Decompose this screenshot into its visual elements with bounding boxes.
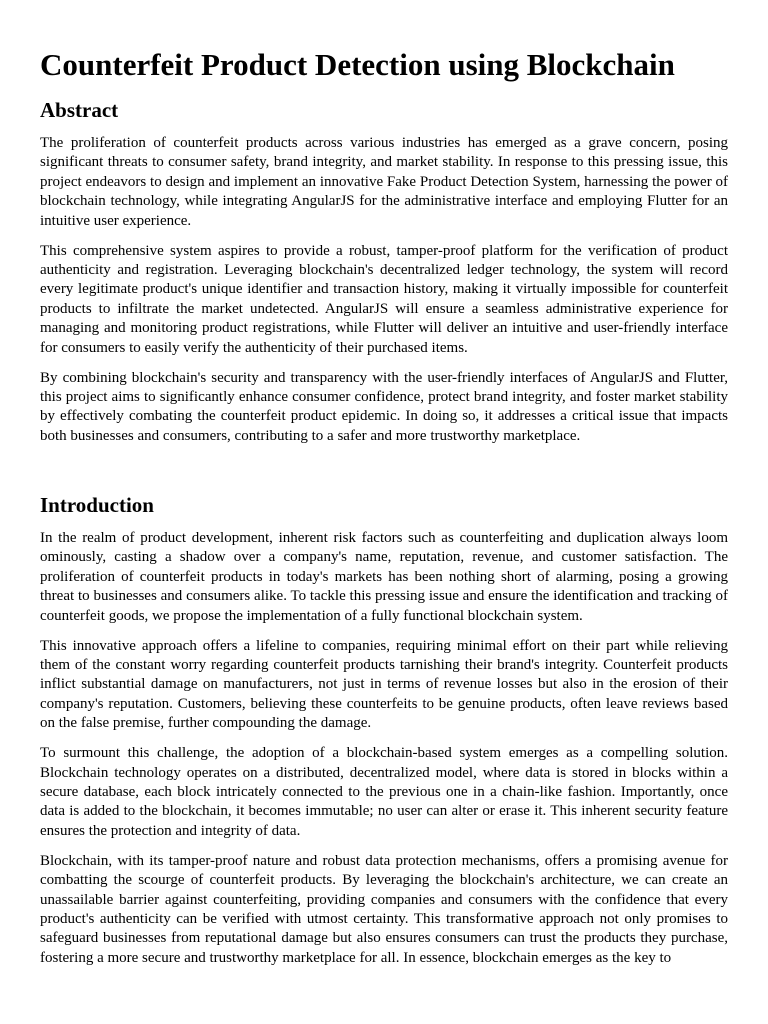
abstract-paragraph-3: By combining blockchain's security and transparency with the user-friendly interfaces of AngularJS and Flutter, this project aims to significantly enhance consumer confidence, protect brand integrity, and foster market stability by effectively combating the counterfeit product epidemic. In doing so, it addresses a critical issue that impacts both businesses and consumers, contributing to a safer and more trustworthy marketplace. [40, 369, 728, 444]
abstract-heading: Abstract [40, 98, 119, 122]
abstract-paragraph-1: The proliferation of counterfeit products across various industries has emerged as a grave concern, posing significant threats to consumer safety, brand integrity, and market stability. In response to this pressing issue, this project endeavors to design and implement an innovative Fake Product Detection System, harnessing the power of blockchain technology, while integrating AngularJS for the administrative interface and employing Flutter for an intuitive user experience. [40, 135, 728, 229]
abstract-section [40, 96, 728, 446]
section-spacer [40, 457, 728, 491]
introduction-heading: Introduction [40, 492, 154, 517]
introduction-section [40, 491, 728, 968]
abstract-paragraph-2: This comprehensive system aspires to provide a robust, tamper-proof platform for the verification of product authenticity and registration. Leveraging blockchain's decentralized ledger technology, the system will record every legitimate product's unique identifier and transaction history, making it virtually impossible for counterfeit products to infiltrate the market undetected. AngularJS will ensure a seamless administrative experience for managing and monitoring product registrations, while Flutter will deliver an intuitive and user-friendly interface for consumers to easily verify the authenticity of their purchased items. [40, 242, 728, 356]
document-title: Counterfeit Product Detection using Blockchain [40, 47, 675, 82]
introduction-paragraph-4: Blockchain, with its tamper-proof nature and robust data protection mechanisms, offers a promising avenue for combatting the scourge of counterfeit products. By leveraging the blockchain's architecture, we can create an unassailable barrier against counterfeiting, providing companies and consumers with the confidence that every product's authenticity can be verified with utmost certainty. This transformative approach not only promises to safeguard businesses from reputational damage but also ensures consumers can trust the products they purchase, fostering a more secure and trustworthy marketplace for all. In essence, blockchain emerges as the key to [40, 852, 728, 966]
introduction-paragraph-1: In the realm of product development, inherent risk factors such as counterfeiting and duplication always loom ominously, casting a shadow over a company's name, reputation, revenue, and customer satisfaction. The proliferation of counterfeit products in today's markets has been nothing short of alarming, posing a growing threat to businesses and consumers alike. To tackle this pressing issue and ensure the identification and tracking of counterfeit goods, we propose the implementation of a fully functional blockchain system. [40, 529, 728, 624]
introduction-paragraph-2: This innovative approach offers a lifeline to companies, requiring minimal effort on their part while relieving them of the constant worry regarding counterfeit products tarnishing their brand's integrity. Counterfeit products inflict substantial damage on manufacturers, not just in terms of revenue losses but also in the erosion of their company's reputation. Customers, believing these counterfeits to be genuine products, often leave reviews based on the false premise, further compounding the damage. [40, 637, 728, 732]
introduction-paragraph-3: To surmount this challenge, the adoption of a blockchain-based system emerges as a compelling solution. Blockchain technology operates on a distributed, decentralized model, where data is stored in blocks within a secure database, each block intricately connected to the previous one in a chain-like fashion. Importantly, once data is added to the blockchain, it becomes immutable; no user can alter or erase it. This inherent security feature ensures the protection and integrity of data. [40, 745, 728, 839]
